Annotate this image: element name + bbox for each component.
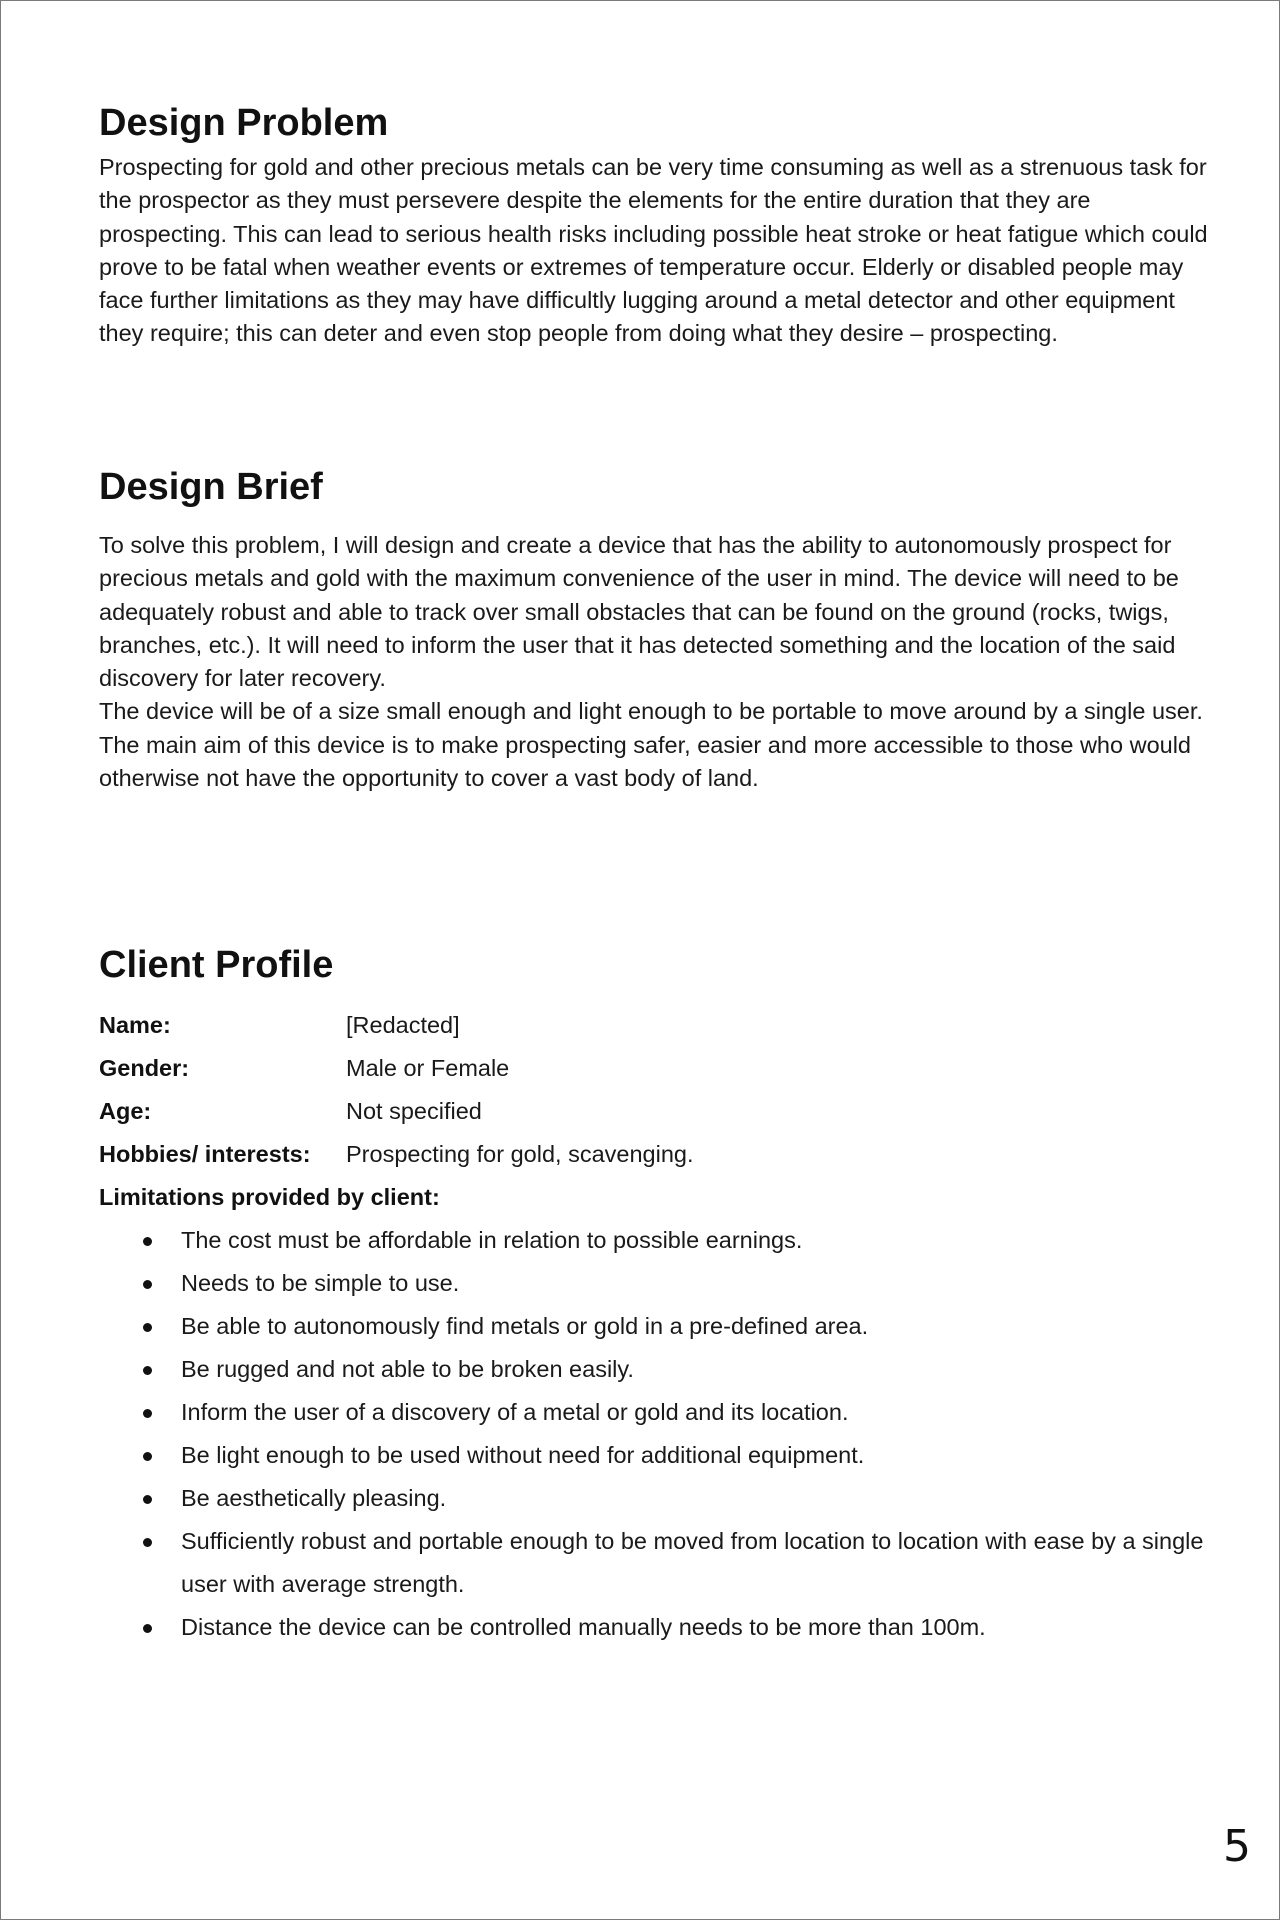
- bullet-icon: [143, 1495, 152, 1504]
- bullet-icon: [143, 1538, 152, 1547]
- page-number: 5: [1223, 1821, 1251, 1872]
- profile-row-name: [99, 1004, 1209, 1047]
- limitation-item: [99, 1606, 1209, 1649]
- limitation-item: [99, 1434, 1209, 1477]
- profile-row-gender: [99, 1047, 1209, 1090]
- limitation-text: Sufficiently robust and portable enough to be moved from location to location with ease by a single user with average strength.: [181, 1528, 1204, 1597]
- bullet-icon: [143, 1280, 152, 1289]
- limitation-text: Inform the user of a discovery of a metal or gold and its location.: [181, 1399, 849, 1425]
- bullet-icon: [143, 1452, 152, 1461]
- profile-label: Gender:: [99, 1055, 190, 1081]
- limitation-text: Be aesthetically pleasing.: [181, 1485, 447, 1511]
- design-brief-paragraph-2: The device will be of a size small enough and light enough to be portable to move around by a single user.: [99, 698, 1203, 725]
- limitation-text: Be able to autonomously find metals or gold in a pre-defined area.: [181, 1313, 869, 1339]
- profile-label: Age:: [99, 1098, 152, 1124]
- client-profile-details: [99, 1004, 1209, 1649]
- limitation-item: [99, 1305, 1209, 1348]
- client-profile-heading: Client Profile: [99, 944, 334, 986]
- limitation-item: [99, 1348, 1209, 1391]
- limitation-item: [99, 1477, 1209, 1520]
- bullet-icon: [143, 1323, 152, 1332]
- design-brief-paragraph-3: The main aim of this device is to make prospecting safer, easier and more accessible to those who would otherwise not have the opportunity to cover a vast body of land.: [99, 731, 1191, 792]
- profile-value: Not specified: [346, 1098, 482, 1124]
- design-brief-paragraph-1: To solve this problem, I will design and create a device that has the ability to autonomously prospect for precious metals and gold with the maximum convenience of the user in mind. The device will need to be adequately robust and able to track over small obstacles that can be found on the ground (rocks, twigs, branches, etc.). It will need to inform the user that it has detected something and the location of the said discovery for later recovery.: [99, 532, 1179, 692]
- profile-row-age: [99, 1090, 1209, 1133]
- bullet-icon: [143, 1624, 152, 1633]
- bullet-icon: [143, 1366, 152, 1375]
- profile-label: Name:: [99, 1012, 171, 1038]
- limitation-text: Distance the device can be controlled manually needs to be more than 100m.: [181, 1614, 986, 1640]
- profile-value: Prospecting for gold, scavenging.: [346, 1141, 694, 1167]
- design-problem-heading: Design Problem: [99, 102, 389, 144]
- design-problem-paragraph: Prospecting for gold and other precious metals can be very time consuming as well as a strenuous task for the prospector as they must persevere despite the elements for the entire duration that they are prospecting. This can lead to serious health risks including possible heat stroke or heat fatigue which could prove to be fatal when weather events or extremes of temperature occur. Elderly or disabled people may face further limitations as they may have difficultly lugging around a metal detector and other equipment they require; this can deter and even stop people from doing what they desire – prospecting.: [99, 154, 1208, 347]
- profile-value: Male or Female: [346, 1055, 510, 1081]
- limitation-text: The cost must be affordable in relation to possible earnings.: [181, 1227, 803, 1253]
- bullet-icon: [143, 1409, 152, 1418]
- limitation-item: [99, 1262, 1209, 1305]
- design-brief-heading: Design Brief: [99, 466, 323, 508]
- design-brief-body: [99, 529, 1209, 795]
- design-problem-body: [99, 151, 1209, 351]
- limitation-text: Be rugged and not able to be broken easily.: [181, 1356, 634, 1382]
- profile-row-hobbies: [99, 1133, 1209, 1176]
- limitation-item: [99, 1219, 1209, 1262]
- limitation-text: Be light enough to be used without need for additional equipment.: [181, 1442, 865, 1468]
- profile-label: Hobbies/ interests:: [99, 1141, 311, 1167]
- limitations-list: [99, 1219, 1209, 1649]
- limitations-title: Limitations provided by client:: [99, 1184, 440, 1210]
- limitation-item: [99, 1391, 1209, 1434]
- profile-value: [Redacted]: [346, 1012, 460, 1038]
- bullet-icon: [143, 1237, 152, 1246]
- limitation-text: Needs to be simple to use.: [181, 1270, 460, 1296]
- limitation-item: [99, 1520, 1209, 1606]
